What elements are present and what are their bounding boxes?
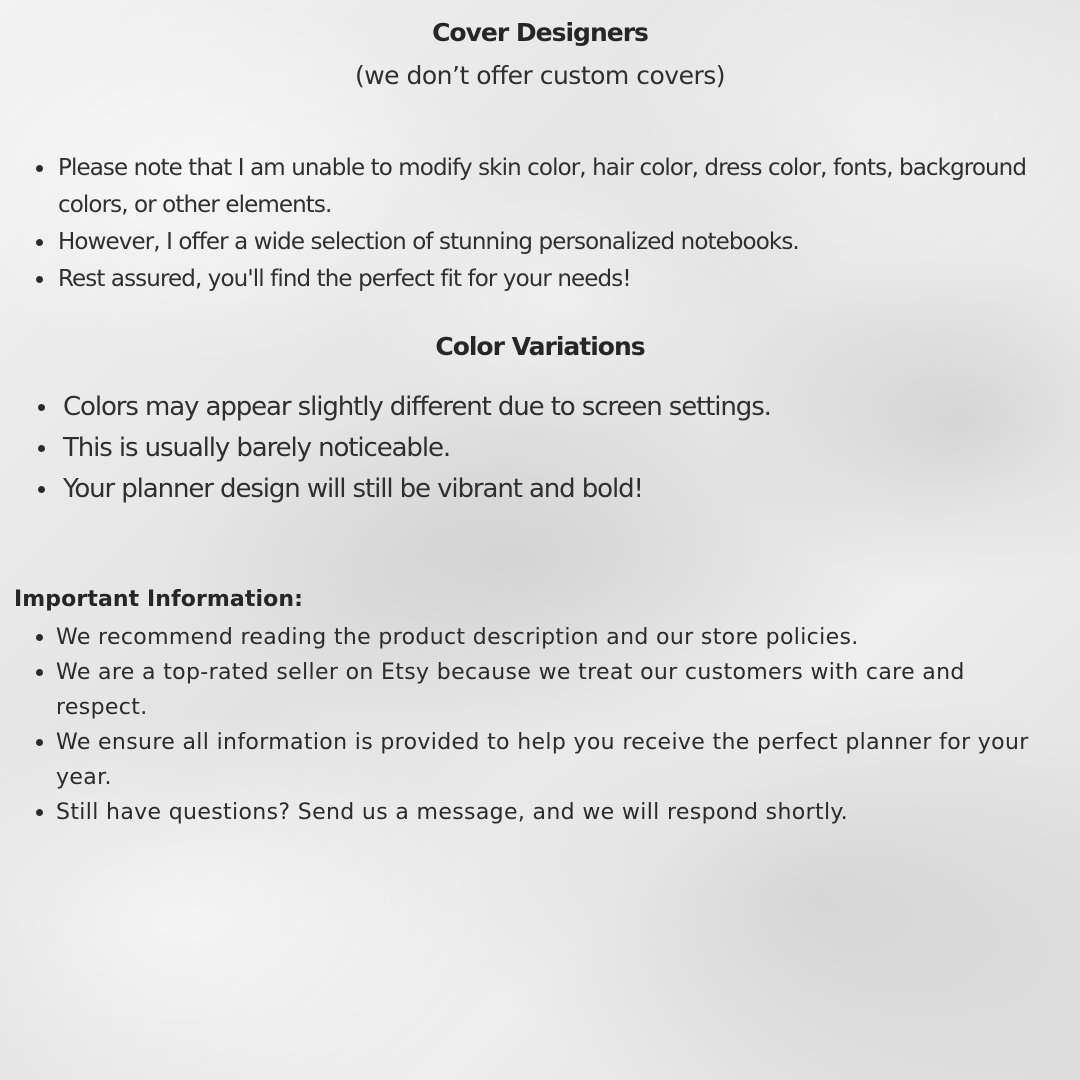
list-item — [56, 795, 1056, 830]
list-item — [58, 224, 1048, 261]
list-item — [58, 261, 1048, 298]
list-item — [58, 150, 1048, 224]
list-item — [63, 469, 1053, 510]
list-item-text: We ensure all information is provided to help you receive the perfect planner for your year. — [56, 730, 1029, 790]
list-item-text: Please note that I am unable to modify skin color, hair color, dress color, fonts, background colors, or other elements. — [58, 155, 1027, 218]
bullet-icon — [36, 634, 43, 641]
bullet-icon — [38, 404, 45, 411]
bullet-icon — [36, 239, 43, 246]
list-item-text: Still have questions? Send us a message, and we will respond shortly. — [56, 800, 848, 825]
bullet-icon — [36, 809, 43, 816]
list-item — [63, 428, 1053, 469]
list-item-text: We recommend reading the product description and our store policies. — [56, 625, 859, 650]
list-item-text: Colors may appear slightly different due to screen settings. — [63, 392, 771, 422]
important-information-list — [56, 620, 1056, 830]
bullet-icon — [36, 165, 43, 172]
list-item-text: This is usually barely noticeable. — [63, 433, 451, 463]
cover-designers-subtitle: (we don’t offer custom covers) — [354, 61, 726, 90]
list-item — [63, 387, 1053, 428]
bullet-icon — [38, 445, 45, 452]
bullet-icon — [36, 276, 43, 283]
list-item — [56, 655, 1056, 725]
important-information-heading: Important Information: — [14, 587, 304, 612]
list-item-text: However, I offer a wide selection of stunning personalized notebooks. — [58, 229, 799, 255]
list-item — [56, 620, 1056, 655]
list-item-text: Your planner design will still be vibrant and bold! — [63, 474, 643, 504]
bullet-icon — [38, 486, 45, 493]
bullet-icon — [36, 669, 43, 676]
color-variations-heading: Color Variations — [435, 332, 645, 361]
cover-designers-list — [58, 150, 1048, 298]
color-variations-list — [63, 387, 1053, 510]
cover-designers-heading: Cover Designers — [432, 18, 648, 47]
list-item-text: We are a top-rated seller on Etsy because we treat our customers with care and respect. — [56, 660, 965, 720]
list-item-text: Rest assured, you'll find the perfect fit for your needs! — [58, 266, 631, 292]
bullet-icon — [36, 739, 43, 746]
list-item — [56, 725, 1056, 795]
